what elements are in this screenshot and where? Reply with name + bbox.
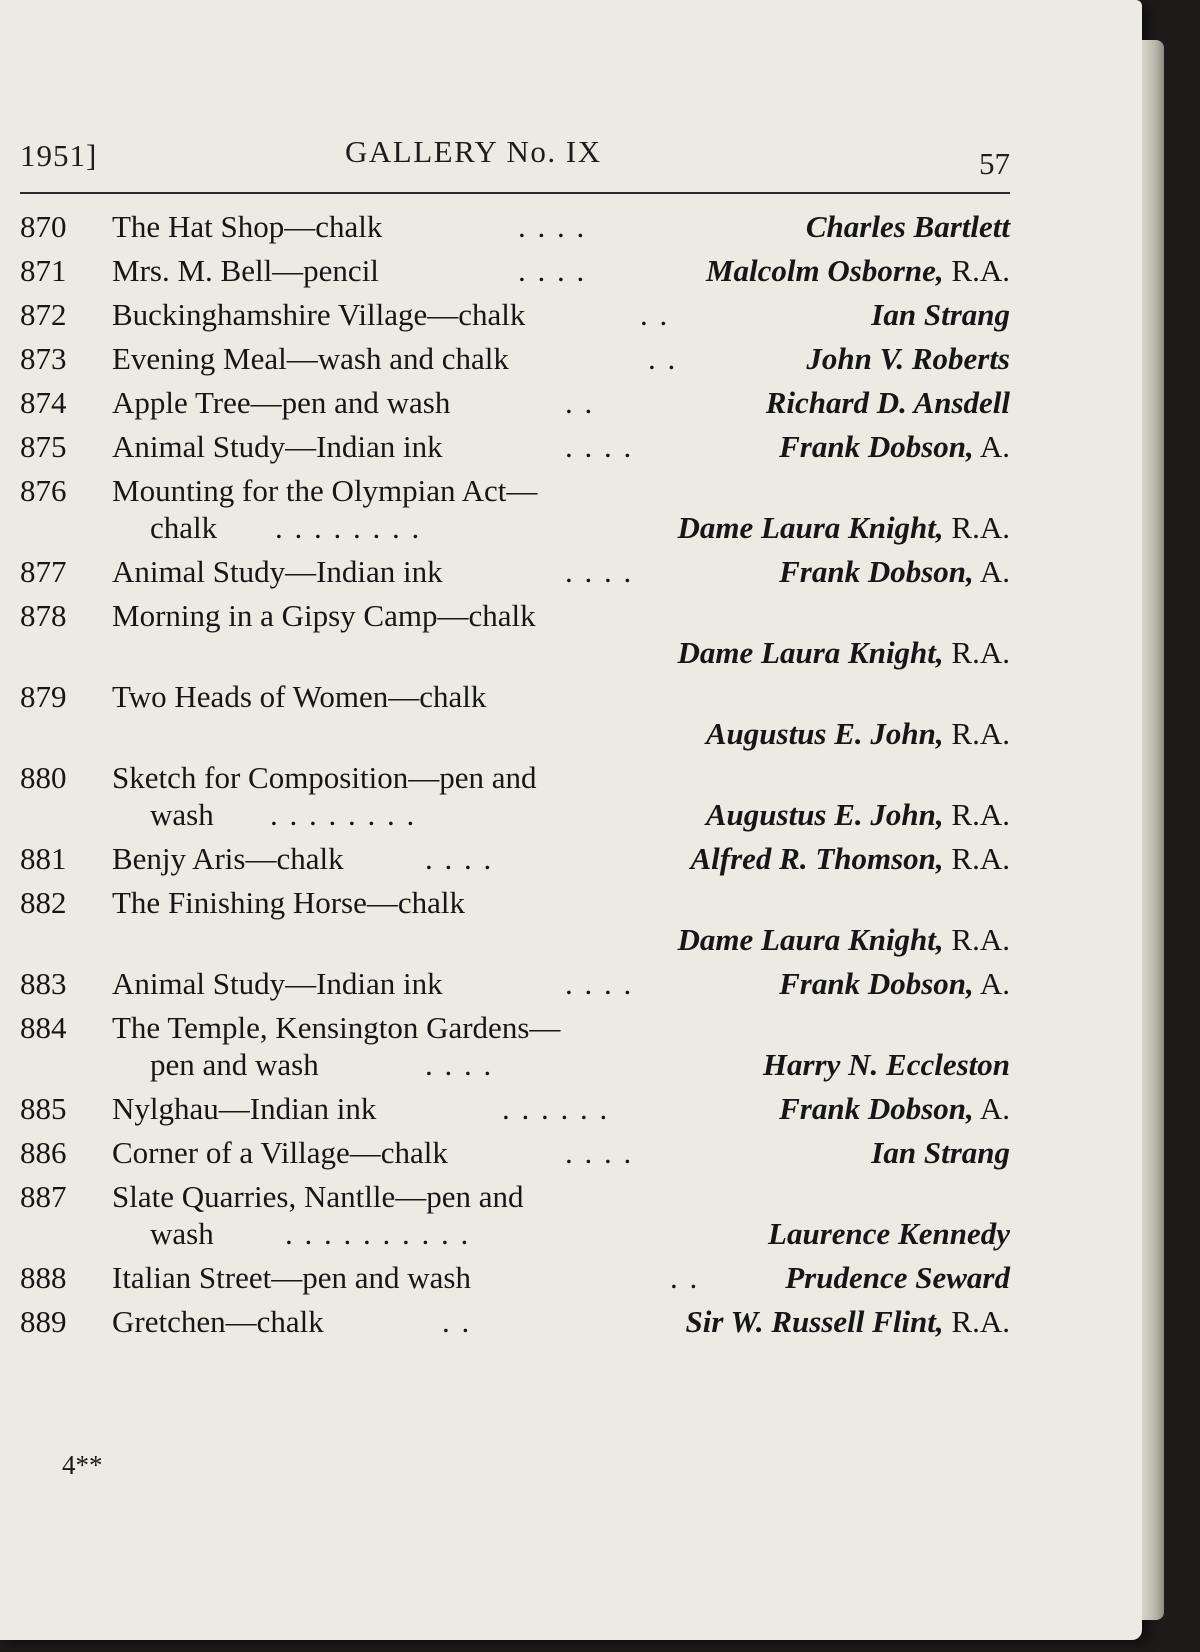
list-item (20, 840, 1010, 877)
entry-title: Mounting for the Olympian Act— (112, 473, 538, 508)
entry-number: 883 (20, 966, 67, 1001)
list-item (20, 1090, 1010, 1127)
entry-title: Sketch for Composition—pen and (112, 760, 537, 795)
entry-artist: Ian Strang (871, 1135, 1010, 1170)
entry-artist: Frank Dobson, A. (779, 554, 1010, 589)
entry-number: 882 (20, 885, 67, 920)
entry-artist: John V. Roberts (806, 341, 1010, 376)
list-item (20, 1134, 1010, 1171)
leader-dots: . . . . (565, 554, 634, 589)
entry-artist: Prudence Seward (785, 1260, 1010, 1295)
entry-title: Animal Study—Indian ink (112, 966, 443, 1001)
leader-dots: . . (670, 1260, 700, 1295)
list-item (20, 597, 1010, 634)
entry-title-continuation: wash (150, 1216, 214, 1251)
entry-title: Slate Quarries, Nantlle—pen and (112, 1179, 524, 1214)
entry-title-continuation: wash (150, 797, 214, 832)
entry-artist: Dame Laura Knight, R.A. (677, 635, 1010, 670)
leader-dots: . . (640, 297, 670, 332)
entry-title-continuation: chalk (150, 510, 218, 545)
leader-dots: . . . . (565, 429, 634, 464)
list-item (20, 1259, 1010, 1296)
list-item (20, 553, 1010, 590)
running-header (20, 132, 1010, 188)
entry-number: 889 (20, 1304, 67, 1339)
entry-artist: Alfred R. Thomson, R.A. (690, 841, 1010, 876)
entry-number: 874 (20, 385, 67, 420)
list-item-continuation (20, 796, 1010, 833)
entry-number: 887 (20, 1179, 67, 1214)
entry-title: Benjy Aris—chalk (112, 841, 344, 876)
entry-number: 880 (20, 760, 67, 795)
entry-title: Nylghau—Indian ink (112, 1091, 377, 1126)
entry-artist: Richard D. Ansdell (765, 385, 1010, 420)
entry-artist: Harry N. Eccleston (762, 1047, 1010, 1082)
entry-artist: Sir W. Russell Flint, R.A. (685, 1304, 1010, 1339)
leader-dots: . . . . . . . . (270, 797, 417, 832)
list-item-continuation (20, 921, 1010, 958)
entry-title: Gretchen—chalk (112, 1304, 324, 1339)
list-item-continuation (20, 1046, 1010, 1083)
list-item-continuation (20, 1215, 1010, 1252)
list-item (20, 1009, 1010, 1046)
leader-dots: . . (565, 385, 595, 420)
header-year: 1951] (20, 138, 98, 173)
entry-artist: Dame Laura Knight, R.A. (677, 510, 1010, 545)
list-item (20, 1303, 1010, 1340)
list-item-continuation (20, 634, 1010, 671)
list-item (20, 340, 1010, 377)
entry-title: Apple Tree—pen and wash (112, 385, 451, 420)
entry-artist: Augustus E. John, R.A. (705, 797, 1010, 832)
entry-number: 884 (20, 1010, 67, 1045)
entry-number: 879 (20, 679, 67, 714)
leader-dots: . . . . (425, 1047, 494, 1082)
entry-title: Evening Meal—wash and chalk (112, 341, 509, 376)
entry-number: 877 (20, 554, 67, 589)
entry-artist: Augustus E. John, R.A. (705, 716, 1010, 751)
list-item (20, 965, 1010, 1002)
page-edge (1142, 40, 1164, 1620)
page-title: GALLERY No. IX (345, 134, 602, 169)
list-item (20, 208, 1010, 245)
list-item (20, 384, 1010, 421)
entry-artist: Frank Dobson, A. (779, 1091, 1010, 1126)
entry-title: Corner of a Village—chalk (112, 1135, 448, 1170)
leader-dots: . . . . (565, 1135, 634, 1170)
entry-title: Animal Study—Indian ink (112, 429, 443, 464)
leader-dots: . . . . (518, 253, 587, 288)
leader-dots: . . . . (565, 966, 634, 1001)
leader-dots: . . . . . . (502, 1091, 610, 1126)
entry-number: 875 (20, 429, 67, 464)
entry-title: The Hat Shop—chalk (112, 209, 383, 244)
entry-number: 872 (20, 297, 67, 332)
page-number: 57 (979, 146, 1010, 181)
entry-artist: Malcolm Osborne, R.A. (705, 253, 1010, 288)
entry-title: Italian Street—pen and wash (112, 1260, 471, 1295)
list-item (20, 252, 1010, 289)
list-item (20, 884, 1010, 921)
entry-number: 876 (20, 473, 67, 508)
leader-dots: . . . . . . . . (275, 510, 422, 545)
list-item (20, 296, 1010, 333)
entry-title-continuation: pen and wash (150, 1047, 319, 1082)
entry-number: 870 (20, 209, 67, 244)
entry-artist: Frank Dobson, A. (779, 966, 1010, 1001)
entry-number: 881 (20, 841, 67, 876)
leader-dots: . . . . . . . . . . (285, 1216, 471, 1251)
entry-number: 878 (20, 598, 67, 633)
signature-mark: 4** (62, 1450, 103, 1480)
header-rule (20, 192, 1010, 194)
leader-dots: . . (442, 1304, 472, 1339)
entry-list (20, 208, 1010, 1340)
entry-number: 873 (20, 341, 67, 376)
list-item-continuation (20, 715, 1010, 752)
leader-dots: . . . . (425, 841, 494, 876)
list-item (20, 678, 1010, 715)
entry-title: The Temple, Kensington Gardens— (112, 1010, 561, 1045)
entry-artist: Ian Strang (871, 297, 1010, 332)
entry-title: Animal Study—Indian ink (112, 554, 443, 589)
list-item-continuation (20, 509, 1010, 546)
list-item (20, 1178, 1010, 1215)
entry-number: 888 (20, 1260, 67, 1295)
entry-number: 871 (20, 253, 67, 288)
leader-dots: . . . . (518, 209, 587, 244)
entry-title: Two Heads of Women—chalk (112, 679, 487, 714)
entry-title: Mrs. M. Bell—pencil (112, 253, 379, 288)
entry-artist: Frank Dobson, A. (779, 429, 1010, 464)
list-item (20, 759, 1010, 796)
entry-title: Morning in a Gipsy Camp—chalk (112, 598, 536, 633)
entry-number: 886 (20, 1135, 67, 1170)
entry-artist: Dame Laura Knight, R.A. (677, 922, 1010, 957)
leader-dots: . . (648, 341, 678, 376)
entry-title: The Finishing Horse—chalk (112, 885, 466, 920)
entry-artist: Laurence Kennedy (768, 1216, 1010, 1251)
list-item (20, 428, 1010, 465)
entry-number: 885 (20, 1091, 67, 1126)
entry-title: Buckinghamshire Village—chalk (112, 297, 526, 332)
list-item (20, 472, 1010, 509)
entry-artist: Charles Bartlett (805, 209, 1010, 244)
